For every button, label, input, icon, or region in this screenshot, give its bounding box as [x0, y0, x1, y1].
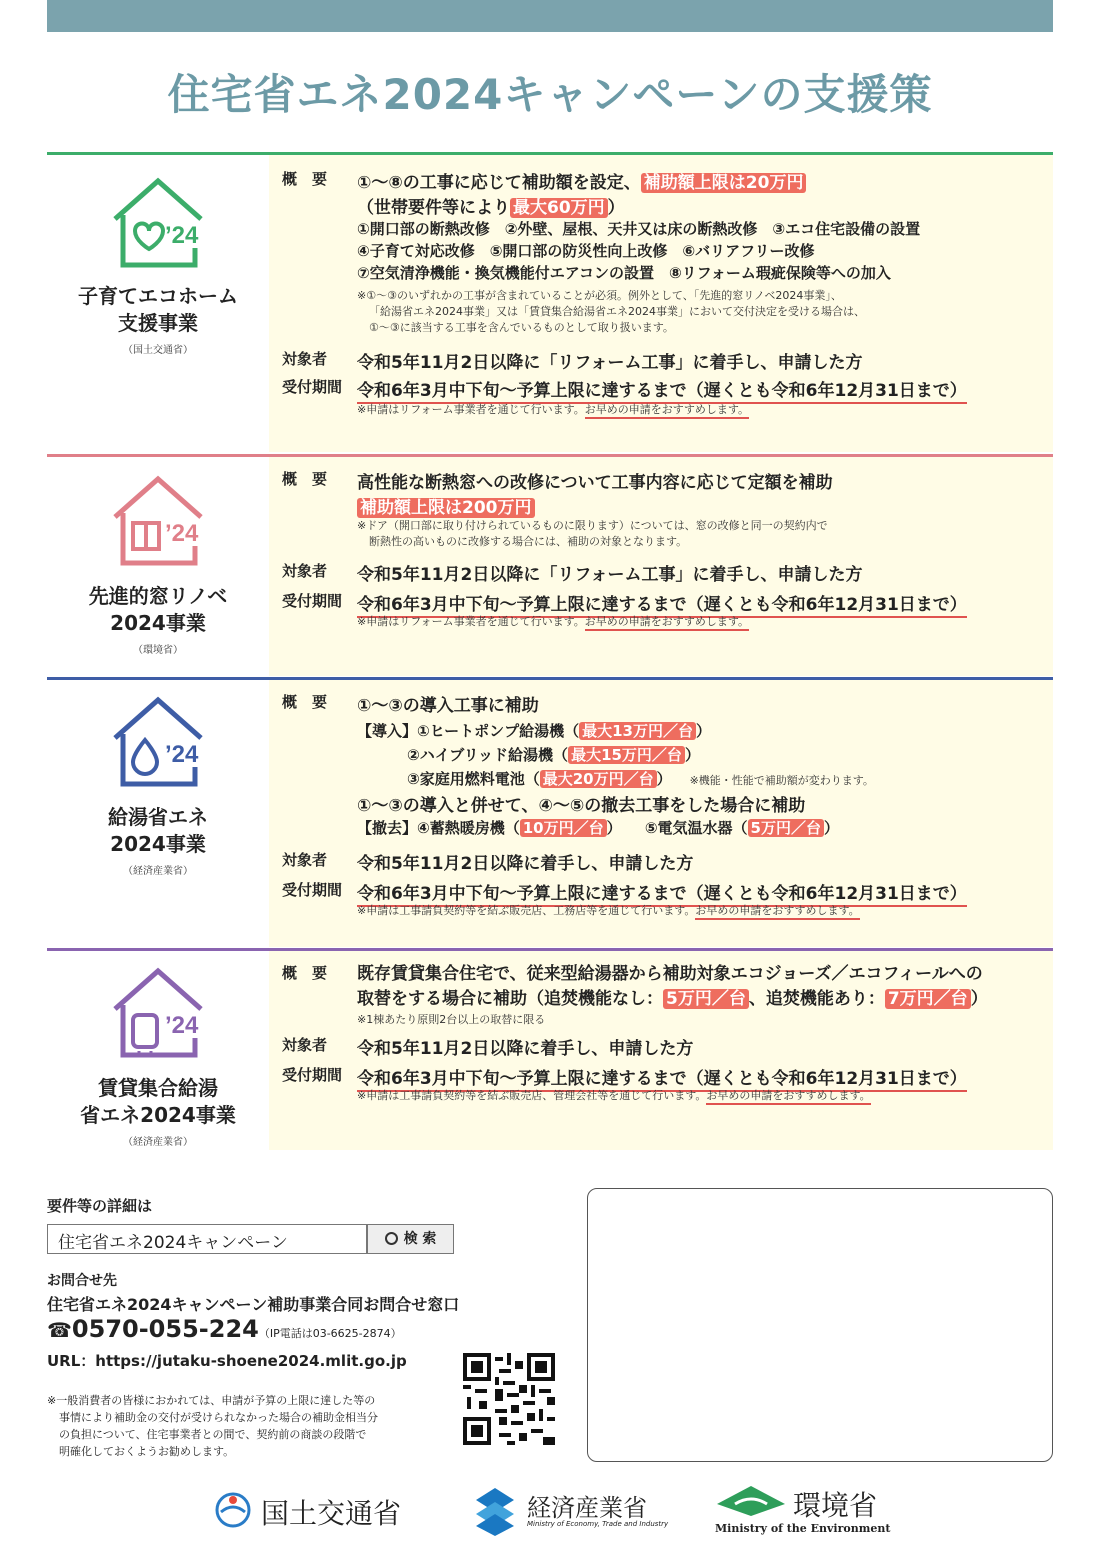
- removal-head-text: ①〜③の導入と併せて、④〜⑤の撤去工事をした場合に補助: [357, 796, 806, 816]
- program-name: 給湯省エネ: [108, 805, 208, 829]
- highlight-amount: 5万円／台: [663, 989, 749, 1009]
- overview-row: [282, 962, 1045, 1012]
- overview-label: 概 要: [282, 693, 328, 711]
- period-note-emphasis: お早めの申請をおすすめします。: [695, 904, 859, 920]
- phone-row: [47, 1315, 402, 1343]
- water-heater-house-icon: [103, 963, 213, 1063]
- period-note-text: ※申請は工事請負契約等を結ぶ販売店、工務店等を通じて行います。: [357, 904, 696, 917]
- mlit-logo-icon: [215, 1492, 251, 1528]
- ministry-label: （国土交通省）: [123, 345, 193, 356]
- ip-phone: （IP電話は03-6625-2874）: [258, 1327, 402, 1340]
- device-name: ②ハイブリッド給湯機（: [407, 746, 569, 764]
- period-text: 令和6年3月中下旬〜予算上限に達するまで（遅くとも令和6年12月31日まで）: [357, 884, 967, 907]
- period-text: 令和6年3月中下旬〜予算上限に達するまで（遅くとも令和6年12月31日まで）: [357, 595, 967, 618]
- meti-logo-text: 経済産業省: [527, 1494, 647, 1522]
- highlight-amount: 10万円／台: [520, 819, 607, 837]
- target-label: 対象者: [282, 851, 328, 869]
- target-label: 対象者: [282, 562, 328, 580]
- intro-label: 【導入】: [357, 722, 418, 740]
- section-program: [47, 457, 269, 676]
- page-title: 住宅省エネ2024キャンペーンの支援策: [167, 70, 933, 119]
- program-name: 賃貸集合給湯: [98, 1076, 218, 1100]
- highlight-amount-2: 7万円／台: [885, 989, 971, 1009]
- removal-end: ）: [823, 819, 839, 837]
- removal-name: ④蓄熱暖房機（: [417, 819, 520, 837]
- svg-text:’24: ’24: [165, 520, 199, 547]
- section-program: [47, 951, 269, 1150]
- ministry-label: （経済産業省）: [123, 1137, 193, 1148]
- search-input[interactable]: 住宅省エネ2024キャンペーン: [47, 1224, 367, 1254]
- disclaimer-line: 事情により補助金の交付が受けられなかった場合の補助金相当分: [59, 1411, 378, 1424]
- overview-text-3: ）: [607, 198, 625, 218]
- removal-name: ⑤電気温水器（: [644, 819, 748, 837]
- phone-number: 0570-055-224: [71, 1315, 259, 1343]
- device-note: ※機能・性能で補助額が変わります。: [689, 774, 874, 787]
- period-note-emphasis: お早めの申請をおすすめします。: [706, 1089, 870, 1105]
- section-program: [47, 680, 269, 947]
- disclaimer-line: の負担について、住宅事業者との間で、契約前の商談の段階で: [59, 1428, 367, 1441]
- overview-label: 概 要: [282, 964, 328, 982]
- period-note-emphasis: お早めの申請をおすすめします。: [585, 615, 749, 631]
- overview-text-3: 、追焚機能あり：: [748, 989, 885, 1009]
- highlight-amount: 最大20万円／台: [540, 770, 657, 788]
- highlight-amount: 補助額上限は20万円: [641, 173, 807, 193]
- target-text: 令和5年11月2日以降に「リフォーム工事」に着手し、申請した方: [357, 565, 863, 585]
- overview-text: ①〜③の導入工事に補助: [357, 696, 539, 716]
- note-line: ※①〜③のいずれかの工事が含まれていることが必須。例外として、「先進的窓リノベ2024事業」、: [357, 289, 842, 302]
- section-rental-water-heater: [47, 948, 1053, 1150]
- note-line: ※ドア（開口部に取り付けられているものに限ります）については、窓の改修と同一の契約内で: [357, 519, 828, 532]
- highlight-amount: 最大15万円／台: [568, 746, 685, 764]
- env-logo-text: 環境省: [793, 1489, 878, 1522]
- section-kosodate: [47, 152, 1053, 452]
- water-drop-house-icon: [103, 692, 213, 792]
- env-logo-icon: [715, 1484, 787, 1518]
- device-end: ）: [684, 746, 700, 764]
- overview-label: 概 要: [282, 470, 328, 488]
- ministry-label: （環境省）: [133, 645, 183, 656]
- overview-text-2: （世帯要件等により: [357, 198, 510, 218]
- disclaimer-line: ※一般消費者の皆様におかれては、申請が予算の上限に達した等の: [47, 1394, 376, 1407]
- qr-code[interactable]: [463, 1353, 555, 1445]
- top-bar: [47, 0, 1053, 32]
- target-text: 令和5年11月2日以降に着手し、申請した方: [357, 854, 694, 874]
- overview-text-4: ）: [970, 989, 988, 1009]
- note-line: ①〜③に該当する工事を含んでいるものとして取り扱います。: [369, 321, 674, 334]
- heart-house-icon: [103, 173, 213, 273]
- env-logo-en: Ministry of the Environment: [715, 1522, 891, 1535]
- program-name-2: 支援事業: [118, 311, 198, 335]
- meti-logo-en: Ministry of Economy, Trade and Industry: [527, 1520, 669, 1528]
- period-note-text: ※申請は工事請負契約等を結ぶ販売店、管理会社等を通じて行います。: [357, 1089, 707, 1102]
- overview-text-2: 取替をする場合に補助（追焚機能なし：: [357, 989, 663, 1009]
- period-note-text: ※申請はリフォーム事業者を通じて行います。: [357, 615, 585, 628]
- period-label: 受付期間: [282, 378, 343, 396]
- site-url[interactable]: URL：https://jutaku-shoene2024.mlit.go.jp: [47, 1352, 407, 1370]
- program-name: 子育てエコホーム: [78, 284, 238, 308]
- search-button[interactable]: [367, 1224, 454, 1254]
- removal-end: ）: [606, 819, 622, 837]
- meti-logo-icon: [472, 1486, 518, 1536]
- window-house-icon: [103, 471, 213, 571]
- list-item: ④子育て対応改修 ⑤開口部の防災性向上改修 ⑥バリアフリー改修: [357, 242, 815, 260]
- disclaimer-line: 明確化しておくようお勧めします。: [59, 1445, 235, 1458]
- device-end: ）: [696, 722, 712, 740]
- period-note-text: ※申請はリフォーム事業者を通じて行います。: [357, 403, 585, 416]
- ministry-logos: [47, 1478, 1053, 1548]
- removal-label: 【撤去】: [357, 819, 418, 837]
- overview-label: 概 要: [282, 170, 328, 188]
- overview-text: ①〜⑧の工事に応じて補助額を設定、: [357, 173, 641, 193]
- program-name-2: 2024事業: [110, 611, 206, 635]
- device-name: ①ヒートポンプ給湯機（: [417, 722, 580, 740]
- highlight-amount: 5万円／台: [748, 819, 824, 837]
- overview-text: 既存賃貸集合住宅で、従来型給湯器から補助対象エコジョーズ／エコフィールへの: [357, 964, 983, 984]
- overview-row: [282, 468, 1045, 518]
- period-text: 令和6年3月中下旬〜予算上限に達するまで（遅くとも令和6年12月31日まで）: [357, 1069, 967, 1092]
- phone-icon: ☎: [47, 1318, 72, 1342]
- program-name-2: 2024事業: [110, 832, 206, 856]
- period-label: 受付期間: [282, 881, 343, 899]
- target-label: 対象者: [282, 350, 328, 368]
- overview-row: [282, 168, 1045, 218]
- contact-name: 住宅省エネ2024キャンペーン補助事業合同お問合せ窓口: [47, 1295, 460, 1314]
- target-text: 令和5年11月2日以降に着手し、申請した方: [357, 1039, 694, 1059]
- period-text: 令和6年3月中下旬〜予算上限に達するまで（遅くとも令和6年12月31日まで）: [357, 381, 967, 404]
- highlight-amount-2: 最大60万円: [510, 198, 608, 218]
- section-program: [47, 155, 269, 452]
- detail-label: 要件等の詳細は: [47, 1197, 153, 1215]
- svg-text:’24: ’24: [165, 741, 199, 768]
- target-text: 令和5年11月2日以降に「リフォーム工事」に着手し、申請した方: [357, 353, 863, 373]
- search-icon: [385, 1232, 398, 1245]
- list-item: ⑦空気清浄機能・換気機能付エアコンの設置 ⑧リフォーム瑕疵保険等への加入: [357, 264, 891, 282]
- program-name-2: 省エネ2024事業: [80, 1103, 236, 1127]
- list-item: ①開口部の断熱改修 ②外壁、屋根、天井又は床の断熱改修 ③エコ住宅設備の設置: [357, 220, 921, 238]
- search-button-label: 検 索: [403, 1231, 437, 1247]
- mlit-logo-text: 国土交通省: [261, 1497, 402, 1530]
- device-end: ）: [656, 770, 672, 788]
- section-water-heater: [47, 677, 1053, 947]
- period-note-emphasis: お早めの申請をおすすめします。: [585, 403, 749, 419]
- note-line: 「給湯省エネ2024事業」又は「賃貸集合給湯省エネ2024事業」において交付決定を受ける場合は、: [369, 305, 865, 318]
- svg-text:’24: ’24: [165, 222, 199, 249]
- note-line: 断熱性の高いものに改修する場合には、補助の対象となります。: [369, 535, 688, 548]
- target-label: 対象者: [282, 1036, 328, 1054]
- highlight-amount: 最大13万円／台: [579, 722, 696, 740]
- device-name: ③家庭用燃料電池（: [407, 770, 540, 788]
- period-label: 受付期間: [282, 592, 343, 610]
- section-window-renovation: [47, 454, 1053, 676]
- program-name: 先進的窓リノベ: [88, 584, 228, 608]
- blank-stamp-area: [587, 1188, 1053, 1462]
- contact-label: お問合せ先: [47, 1273, 117, 1289]
- ministry-label: （経済産業省）: [123, 866, 193, 877]
- note-line: ※1棟あたり原則2台以上の取替に限る: [357, 1013, 546, 1026]
- overview-text: 高性能な断熱窓への改修について工事内容に応じて定額を補助: [357, 473, 833, 493]
- period-label: 受付期間: [282, 1066, 343, 1084]
- disclaimer: [47, 1392, 452, 1460]
- highlight-amount: 補助額上限は200万円: [357, 498, 535, 518]
- svg-text:’24: ’24: [165, 1012, 199, 1039]
